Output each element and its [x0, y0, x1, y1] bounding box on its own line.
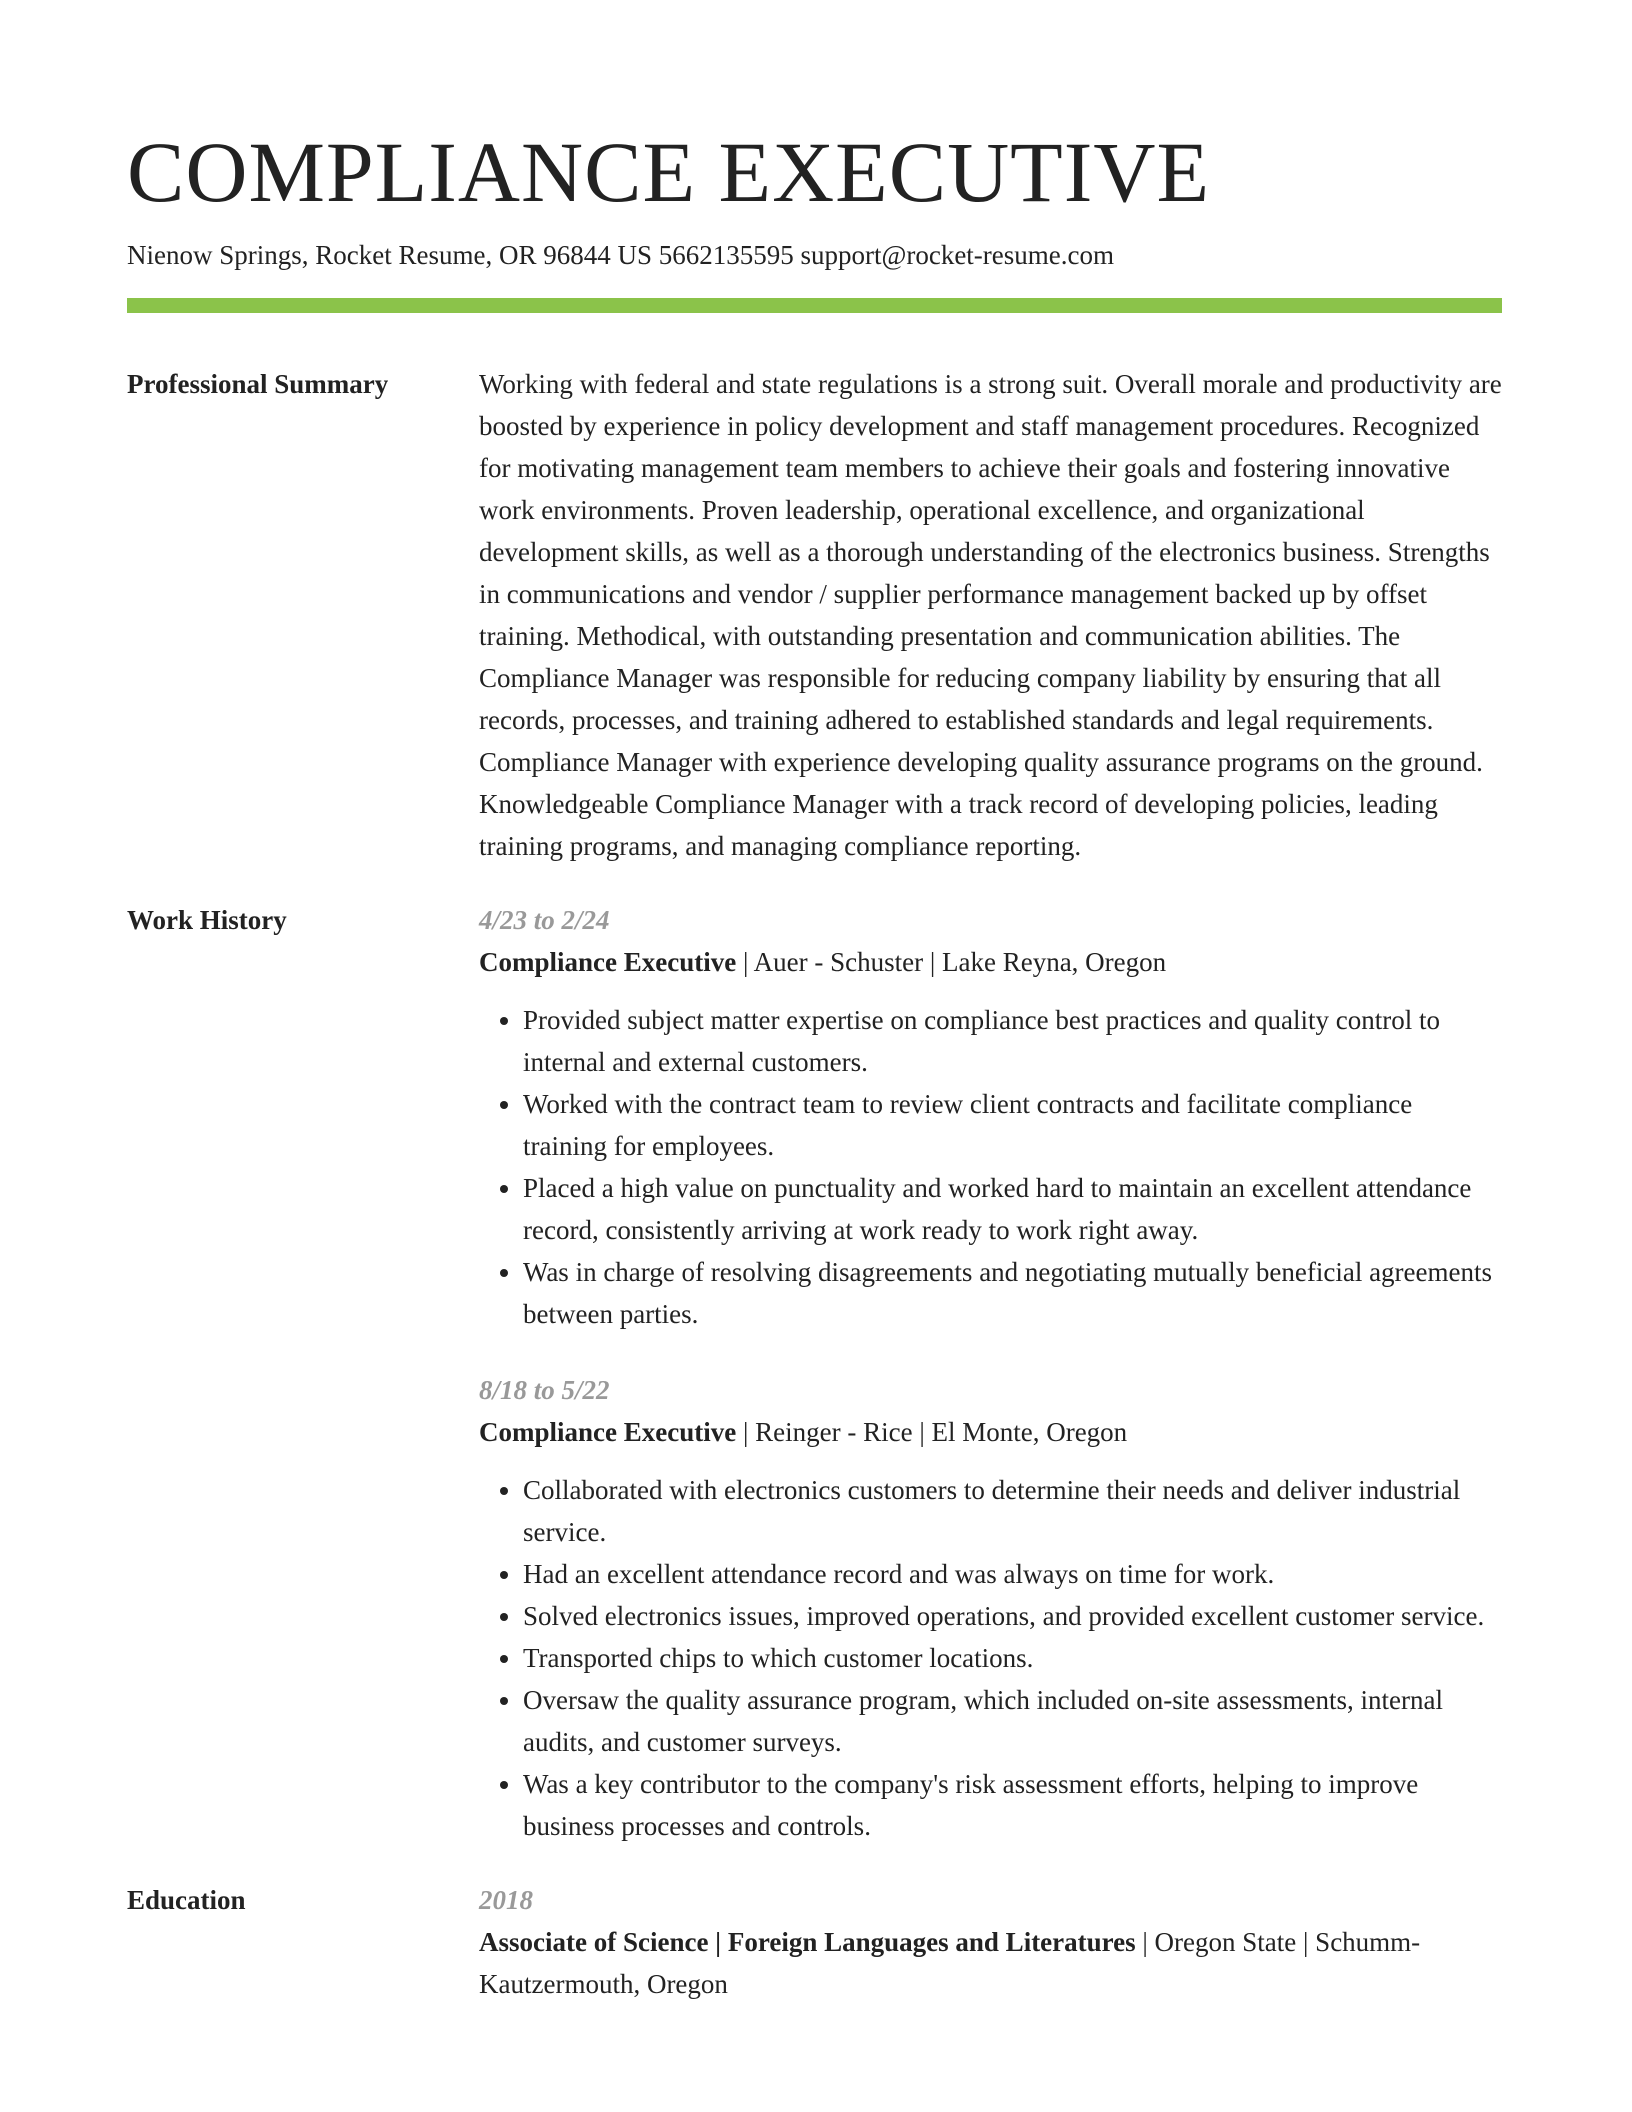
- summary-body: [479, 363, 1502, 867]
- education-degree: Associate of Science | Foreign Languages and Literatures: [479, 1927, 1136, 1957]
- resume-page: [127, 117, 1502, 2005]
- job-bullets: [479, 999, 1502, 1335]
- education-year: 2018: [479, 1885, 533, 1915]
- list-item: • Placed a high value on punctuality and worked hard to maintain an excellent attendance record, consistently arriving at work ready to work right away.: [523, 1167, 1502, 1251]
- summary-text: Working with federal and state regulations is a strong suit. Overall morale and productivity are boosted by experience in policy development and staff management procedures. Recognized for motivating management team members to achieve their goals and fostering innovative work environments. Proven leadership, operational excellence, and organizational development skills, as well as a thorough understanding of the electronics business. Strengths in communications and vendor / supplier performance management backed up by offset training. Methodical, with outstanding presentation and communication abilities. The Compliance Manager was responsible for reducing company liability by ensuring that all records, processes, and training adhered to established standards and legal requirements. Compliance Manager with experience developing quality assurance programs on the ground. Knowledgeable Compliance Manager with a track record of developing policies, leading training programs, and managing compliance reporting.: [479, 369, 1502, 861]
- section-label-work: Work History: [127, 905, 287, 935]
- list-item: • Oversaw the quality assurance program, which included on-site assessments, internal audits, and customer surveys.: [523, 1679, 1502, 1763]
- list-item: • Collaborated with electronics customers to determine their needs and deliver industrial service.: [523, 1469, 1502, 1553]
- list-item: • Solved electronics issues, improved operations, and provided excellent customer service.: [523, 1595, 1502, 1637]
- job-heading: [479, 1411, 1502, 1453]
- job-heading: [479, 941, 1502, 983]
- section-label-summary: Professional Summary: [127, 369, 389, 399]
- list-item: • Was a key contributor to the company's risk assessment efforts, helping to improve business processes and controls.: [523, 1763, 1502, 1847]
- section-label-education: Education: [127, 1885, 246, 1915]
- list-item: • Was in charge of resolving disagreements and negotiating mutually beneficial agreements between parties.: [523, 1251, 1502, 1335]
- job-bullets: [479, 1469, 1502, 1847]
- list-item: • Worked with the contract team to review client contracts and facilitate compliance training for employees.: [523, 1083, 1502, 1167]
- job-title: Compliance Executive: [479, 1417, 737, 1447]
- job-details: | Auer - Schuster | Lake Reyna, Oregon: [736, 947, 1167, 977]
- education-body: [479, 1879, 1502, 2005]
- job-entry: [479, 1369, 1502, 1847]
- list-item: • Provided subject matter expertise on compliance best practices and quality control to internal and external customers.: [523, 999, 1502, 1083]
- education-details: | Oregon State | Schumm-Kautzermouth, Oregon: [479, 1927, 1421, 1999]
- job-dates: 8/18 to 5/22: [479, 1375, 610, 1405]
- job-dates: 4/23 to 2/24: [479, 905, 610, 935]
- professional-summary-section: [127, 363, 1502, 867]
- contact-line: Nienow Springs, Rocket Resume, OR 96844 US 5662135595 support@rocket-resume.com: [127, 240, 1115, 270]
- list-item: • Had an excellent attendance record and was always on time for work.: [523, 1553, 1502, 1595]
- job-details: | Reinger - Rice | El Monte, Oregon: [736, 1417, 1128, 1447]
- header-divider: [127, 298, 1502, 313]
- resume-title: COMPLIANCE EXECUTIVE: [127, 124, 1210, 220]
- education-heading: [479, 1921, 1502, 2005]
- work-body: [479, 899, 1502, 1847]
- job-entry: [479, 899, 1502, 1335]
- education-section: [127, 1879, 1502, 2005]
- work-history-section: [127, 899, 1502, 1847]
- list-item: • Transported chips to which customer locations.: [523, 1637, 1502, 1679]
- job-title: Compliance Executive: [479, 947, 737, 977]
